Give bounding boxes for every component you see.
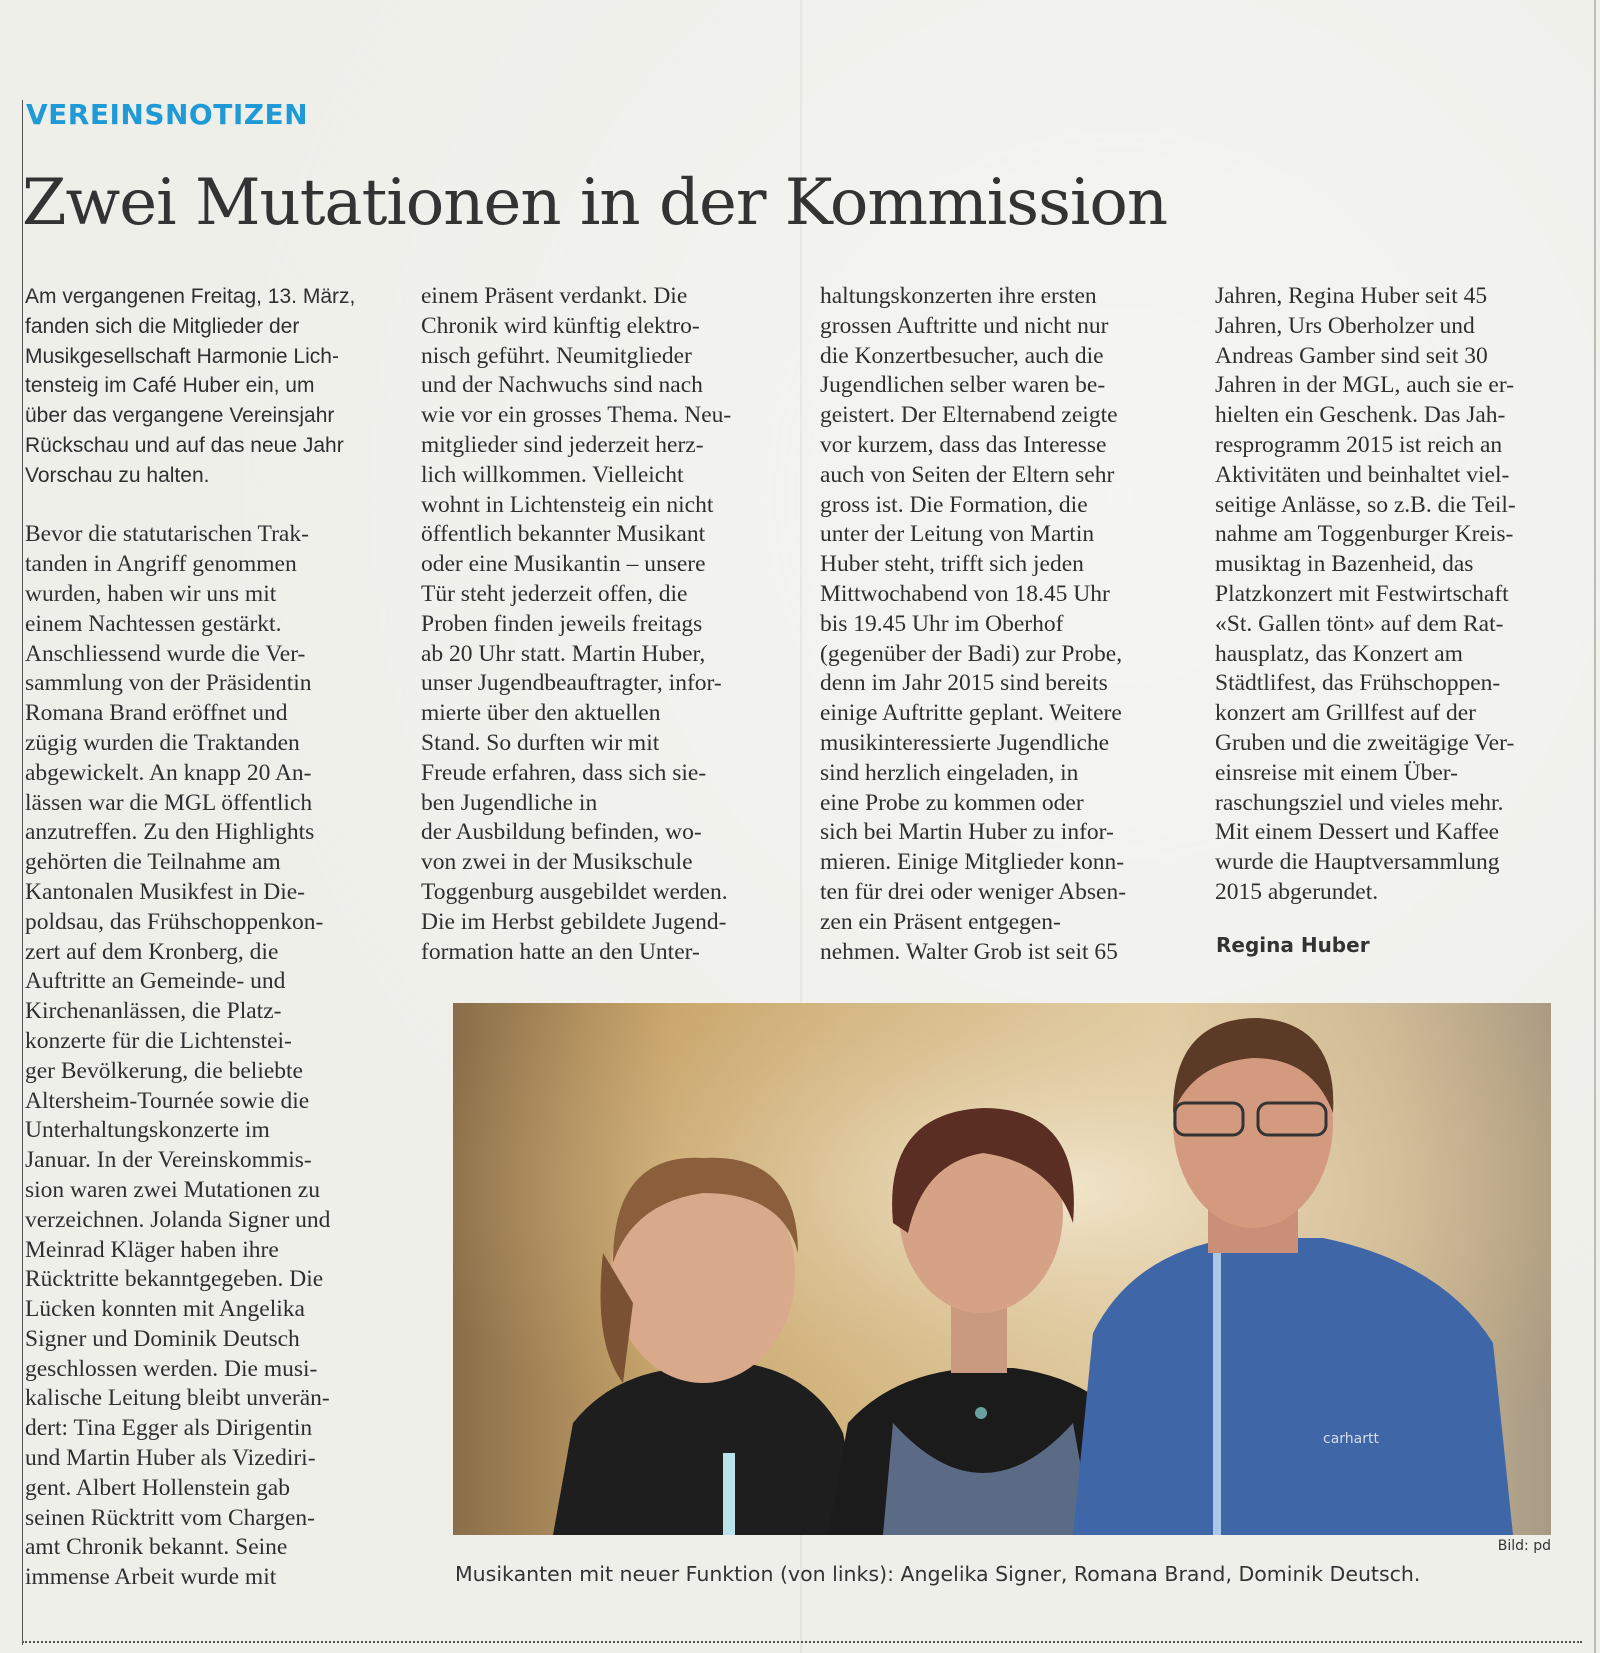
- text-line: poldsau, das Frühschoppenkon-: [25, 908, 324, 935]
- text-line: immense Arbeit wurde mit: [25, 1564, 277, 1591]
- text-line: konzert am Grillfest auf der: [1215, 700, 1477, 727]
- text-line: wohnt in Lichtensteig ein nicht: [421, 491, 714, 518]
- text-line: gehörten die Teilnahme am: [25, 849, 281, 876]
- text-line: (gegenüber der Badi) zur Probe,: [820, 640, 1123, 667]
- text-line: fanden sich die Mitglieder der: [25, 314, 300, 338]
- text-line: Platzkonzert mit Festwirtschaft: [1215, 580, 1509, 607]
- text-line: mierte über den aktuellen: [421, 700, 661, 727]
- text-line: Vorschau zu halten.: [25, 463, 210, 487]
- text-line: konzerte für die Lichtenstei-: [25, 1027, 292, 1054]
- section-label: VEREINSNOTIZEN: [26, 98, 309, 131]
- text-line: Kantonalen Musikfest in Die-: [25, 878, 305, 905]
- text-line: Meinrad Kläger haben ihre: [25, 1236, 279, 1263]
- text-line: einem Präsent verdankt. Die: [421, 283, 688, 309]
- text-line: ger Bevölkerung, die beliebte: [25, 1057, 303, 1084]
- text-line: mitglieder sind jederzeit herz-: [421, 431, 704, 458]
- group-photo: [453, 1003, 1551, 1535]
- text-line: Gruben und die zweitägige Ver-: [1215, 729, 1515, 756]
- article-column-2: [421, 282, 811, 967]
- text-line: raschungsziel und vieles mehr.: [1215, 789, 1504, 816]
- text-line: «St. Gallen tönt» auf dem Rat-: [1215, 610, 1504, 637]
- left-column-rule: [22, 100, 23, 1645]
- text-line: Andreas Gamber sind seit 30: [1215, 342, 1488, 369]
- text-line: Jahren in der MGL, auch sie er-: [1215, 372, 1515, 399]
- text-line: Huber steht, trifft sich jeden: [820, 551, 1084, 578]
- text-line: dert: Tina Egger als Dirigentin: [25, 1415, 313, 1442]
- text-line: von zwei in der Musikschule: [421, 849, 693, 876]
- text-line: Stand. So durften wir mit: [421, 729, 660, 756]
- text-line: Chronik wird künftig elektro-: [421, 312, 700, 339]
- photo-credit: Bild: pd: [1497, 1538, 1551, 1554]
- text-line: sammlung von der Präsidentin: [25, 670, 312, 697]
- text-line: verzeichnen. Jolanda Signer und: [25, 1206, 331, 1233]
- text-line: tanden in Angriff genommen: [25, 551, 297, 578]
- text-line: wurden, haben wir uns mit: [25, 580, 277, 607]
- text-line: Mit einem Dessert und Kaffee: [1215, 819, 1500, 846]
- text-line: über das vergangene Vereinsjahr: [25, 404, 335, 428]
- text-line: abgewickelt. An knapp 20 An-: [25, 759, 312, 786]
- text-line: Jahren, Urs Oberholzer und: [1215, 312, 1475, 339]
- text-line: zügig wurden die Traktanden: [25, 729, 300, 756]
- author-byline: Regina Huber: [1216, 933, 1370, 957]
- text-line: hielten ein Geschenk. Das Jah-: [1215, 402, 1506, 429]
- text-line: gross ist. Die Formation, die: [820, 491, 1088, 518]
- text-line: Altersheim-Tournée sowie die: [25, 1087, 310, 1114]
- article-column-4: [1215, 282, 1600, 908]
- text-line: bis 19.45 Uhr im Oberhof: [820, 610, 1064, 637]
- text-line: ab 20 Uhr statt. Martin Huber,: [421, 640, 706, 667]
- text-line: Rückschau und auf das neue Jahr: [25, 433, 344, 457]
- text-line: Jahren, Regina Huber seit 45: [1215, 283, 1488, 309]
- text-line: zert auf dem Kronberg, die: [25, 938, 279, 965]
- text-line: gent. Albert Hollenstein gab: [25, 1474, 290, 1501]
- photo-caption: Musikanten mit neuer Funktion (von links): Angelika Signer, Romana Brand, Dominik Deutsch.: [455, 1562, 1421, 1586]
- text-line: vor kurzem, dass das Interesse: [820, 431, 1107, 458]
- text-line: lich willkommen. Vielleicht: [421, 461, 684, 488]
- text-line: mieren. Einige Mitglieder konn-: [820, 849, 1125, 876]
- text-line: geistert. Der Elternabend zeigte: [820, 402, 1118, 429]
- text-line: sich bei Martin Huber zu infor-: [820, 819, 1114, 846]
- text-line: amt Chronik bekannt. Seine: [25, 1534, 288, 1561]
- text-line: Januar. In der Vereinskommis-: [25, 1147, 312, 1174]
- text-line: 2015 abgerundet.: [1215, 878, 1379, 905]
- text-line: hausplatz, das Konzert am: [1215, 640, 1463, 667]
- text-line: formation hatte an den Unter-: [421, 938, 700, 965]
- text-line: oder eine Musikantin – unsere: [421, 551, 706, 578]
- text-line: einem Nachtessen gestärkt.: [25, 610, 282, 637]
- text-line: ten für drei oder weniger Absen-: [820, 878, 1127, 905]
- text-line: Die im Herbst gebildete Jugend-: [421, 908, 727, 935]
- text-line: nehmen. Walter Grob ist seit 65: [820, 938, 1118, 965]
- text-line: Romana Brand eröffnet und: [25, 700, 288, 727]
- text-line: Tür steht jederzeit offen, die: [421, 580, 688, 607]
- text-line: Freude erfahren, dass sich sie-: [421, 759, 707, 786]
- text-line: nisch geführt. Neumitglieder: [421, 342, 692, 369]
- text-line: Kirchenanlässen, die Platz-: [25, 998, 282, 1025]
- text-line: lässen war die MGL öffentlich: [25, 789, 313, 816]
- text-line: zen ein Präsent entgegen-: [820, 908, 1061, 935]
- text-line: unser Jugendbeauftragter, infor-: [421, 670, 722, 697]
- text-line: tensteig im Café Huber ein, um: [25, 374, 315, 398]
- text-line: nahme am Toggenburger Kreis-: [1215, 521, 1514, 548]
- text-line: Bevor die statutarischen Trak-: [25, 521, 309, 548]
- text-line: Anschliessend wurde die Ver-: [25, 640, 306, 667]
- text-line: sion waren zwei Mutationen zu: [25, 1176, 320, 1203]
- text-line: seinen Rücktritt vom Chargen-: [25, 1504, 315, 1531]
- text-line: wurde die Hauptversammlung: [1215, 849, 1500, 876]
- text-line: Unterhaltungskonzerte im: [25, 1117, 270, 1144]
- text-line: öffentlich bekannter Musikant: [421, 521, 706, 548]
- text-line: ben Jugendliche in: [421, 789, 598, 816]
- headline: Zwei Mutationen in der Kommission: [22, 166, 1168, 240]
- text-line: geschlossen werden. Die musi-: [25, 1355, 318, 1382]
- text-line: musiktag in Bazenheid, das: [1215, 551, 1474, 578]
- text-line: haltungskonzerten ihre ersten: [820, 283, 1097, 309]
- text-line: auch von Seiten der Eltern sehr: [820, 461, 1115, 488]
- text-line: Musikgesellschaft Harmonie Lich-: [25, 344, 339, 368]
- body-text: [25, 520, 415, 1593]
- intro-paragraph: [25, 282, 415, 491]
- text-line: Mittwochabend von 18.45 Uhr: [820, 580, 1110, 607]
- text-line: seitige Anlässe, so z.B. die Teil-: [1215, 491, 1516, 518]
- text-line: Lücken konnten mit Angelika: [25, 1296, 305, 1323]
- text-line: wie vor ein grosses Thema. Neu-: [421, 402, 732, 429]
- text-line: Städtlifest, das Frühschoppen-: [1215, 670, 1501, 697]
- text-line: grossen Auftritte und nicht nur: [820, 312, 1109, 339]
- text-line: sind herzlich eingeladen, in: [820, 759, 1079, 786]
- text-line: musikinteressierte Jugendliche: [820, 729, 1110, 756]
- bottom-dotted-rule: [22, 1641, 1582, 1643]
- text-line: Signer und Dominik Deutsch: [25, 1325, 300, 1352]
- text-line: anzutreffen. Zu den Highlights: [25, 819, 315, 846]
- text-line: Am vergangenen Freitag, 13. März,: [25, 285, 356, 308]
- jacket-logo: carhartt: [1323, 1431, 1379, 1447]
- text-line: unter der Leitung von Martin: [820, 521, 1095, 548]
- text-line: und der Nachwuchs sind nach: [421, 372, 703, 399]
- text-line: Toggenburg ausgebildet werden.: [421, 878, 728, 905]
- text-line: Auftritte an Gemeinde- und: [25, 968, 286, 995]
- text-line: kalische Leitung bleibt unverän-: [25, 1385, 330, 1412]
- article-column-1: [25, 282, 415, 1593]
- text-line: Jugendlichen selber waren be-: [820, 372, 1106, 399]
- text-line: einige Auftritte geplant. Weitere: [820, 700, 1122, 727]
- text-line: der Ausbildung befinden, wo-: [421, 819, 702, 846]
- text-line: eine Probe zu kommen oder: [820, 789, 1084, 816]
- article-column-3: [820, 282, 1210, 967]
- text-line: Proben finden jeweils freitags: [421, 610, 703, 637]
- text-line: einsreise mit einem Über-: [1215, 759, 1458, 786]
- text-line: die Konzertbesucher, auch die: [820, 342, 1104, 369]
- text-line: denn im Jahr 2015 sind bereits: [820, 670, 1108, 697]
- text-line: resprogramm 2015 ist reich an: [1215, 431, 1503, 458]
- text-line: und Martin Huber als Vizediri-: [25, 1445, 316, 1472]
- text-line: Rücktritte bekanntgegeben. Die: [25, 1266, 324, 1293]
- text-line: Aktivitäten und beinhaltet viel-: [1215, 461, 1510, 488]
